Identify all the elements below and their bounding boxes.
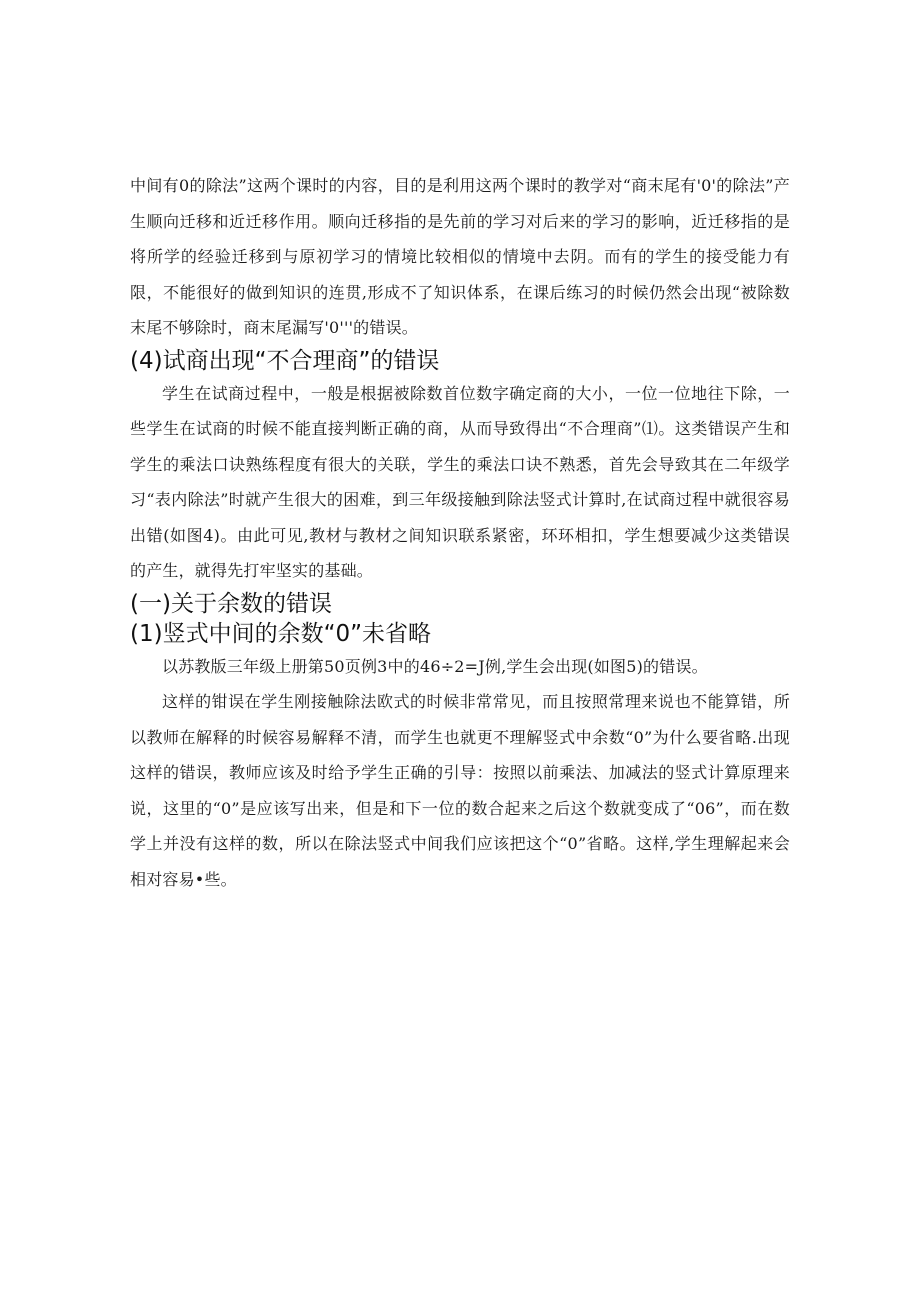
intro-paragraph: 中间有0的除法”这两个课时的内容，目的是利用这两个课时的教学对“商末尾有'0'的除法”产生顺向迁移和近迁移作用。顺向迁移指的是先前的学习对后来的学习的影响，近迁移指的是将所学的经验迁移到与原初学习的情境比较相似的情境中去阴。而有的学生的接受能力有限，不能很好的做到知识的连贯,形成不了知识体系，在课后练习的时候仍然会出现“被除数末尾不够除时，商末尾漏写'0'''的错误。 <box>130 176 790 337</box>
trial-quotient-paragraph: 学生在试商过程中，一般是根据被除数首位数字确定商的大小，一位一位地往下除，一些学生在试商的时候不能直接判断正确的商，从而导致得出“不合理商”⑴。这类错误产生和学生的乘法口诀熟练程度有很大的关联，学生的乘法口诀不熟悉，首先会导致其在二年级学习“表内除法”时就产生很大的困难，到三年级接触到除法竖式计算时,在试商过程中就很容易出错(如图4)。由此可见,教材与教材之间知识联系紧密，环环相扣，学生想要减少这类错误的产生，就得先打牢坚实的基础。 <box>130 383 790 580</box>
section-heading-remainder-errors: (一)关于余数的错误 <box>130 590 332 617</box>
zero-remainder-example-paragraph: 以苏教版三年级上册第50页例3中的46÷2=J例,学生会出现(如图5)的错误。 <box>162 656 708 676</box>
zero-remainder-explanation-paragraph: 这样的钳误在学生刚接触除法欧式的时候非常常见，而且按照常理来说也不能算错，所以教师在解释的时候容易解释不清，而学生也就更不理解竖式中余数“0”为什么要省略.出现这样的错误，教师应该及时给予学生正确的引导：按照以前乘法、加减法的竖式计算原理来说，这里的“0”是应该写出来，但是和下一位的数合起来之后这个数就变成了“06”，而在数学上并没有这样的数，所以在除法竖式中间我们应该把这个“0”省略。这样,学生理解起来会相对容易•些。 <box>130 692 790 889</box>
section-heading-trial-quotient: (4)试商出现“不合理商”的错误 <box>130 347 440 374</box>
section-heading-zero-remainder: (1)竖式中间的余数“0”未省略 <box>130 620 432 647</box>
document-body <box>130 168 790 897</box>
